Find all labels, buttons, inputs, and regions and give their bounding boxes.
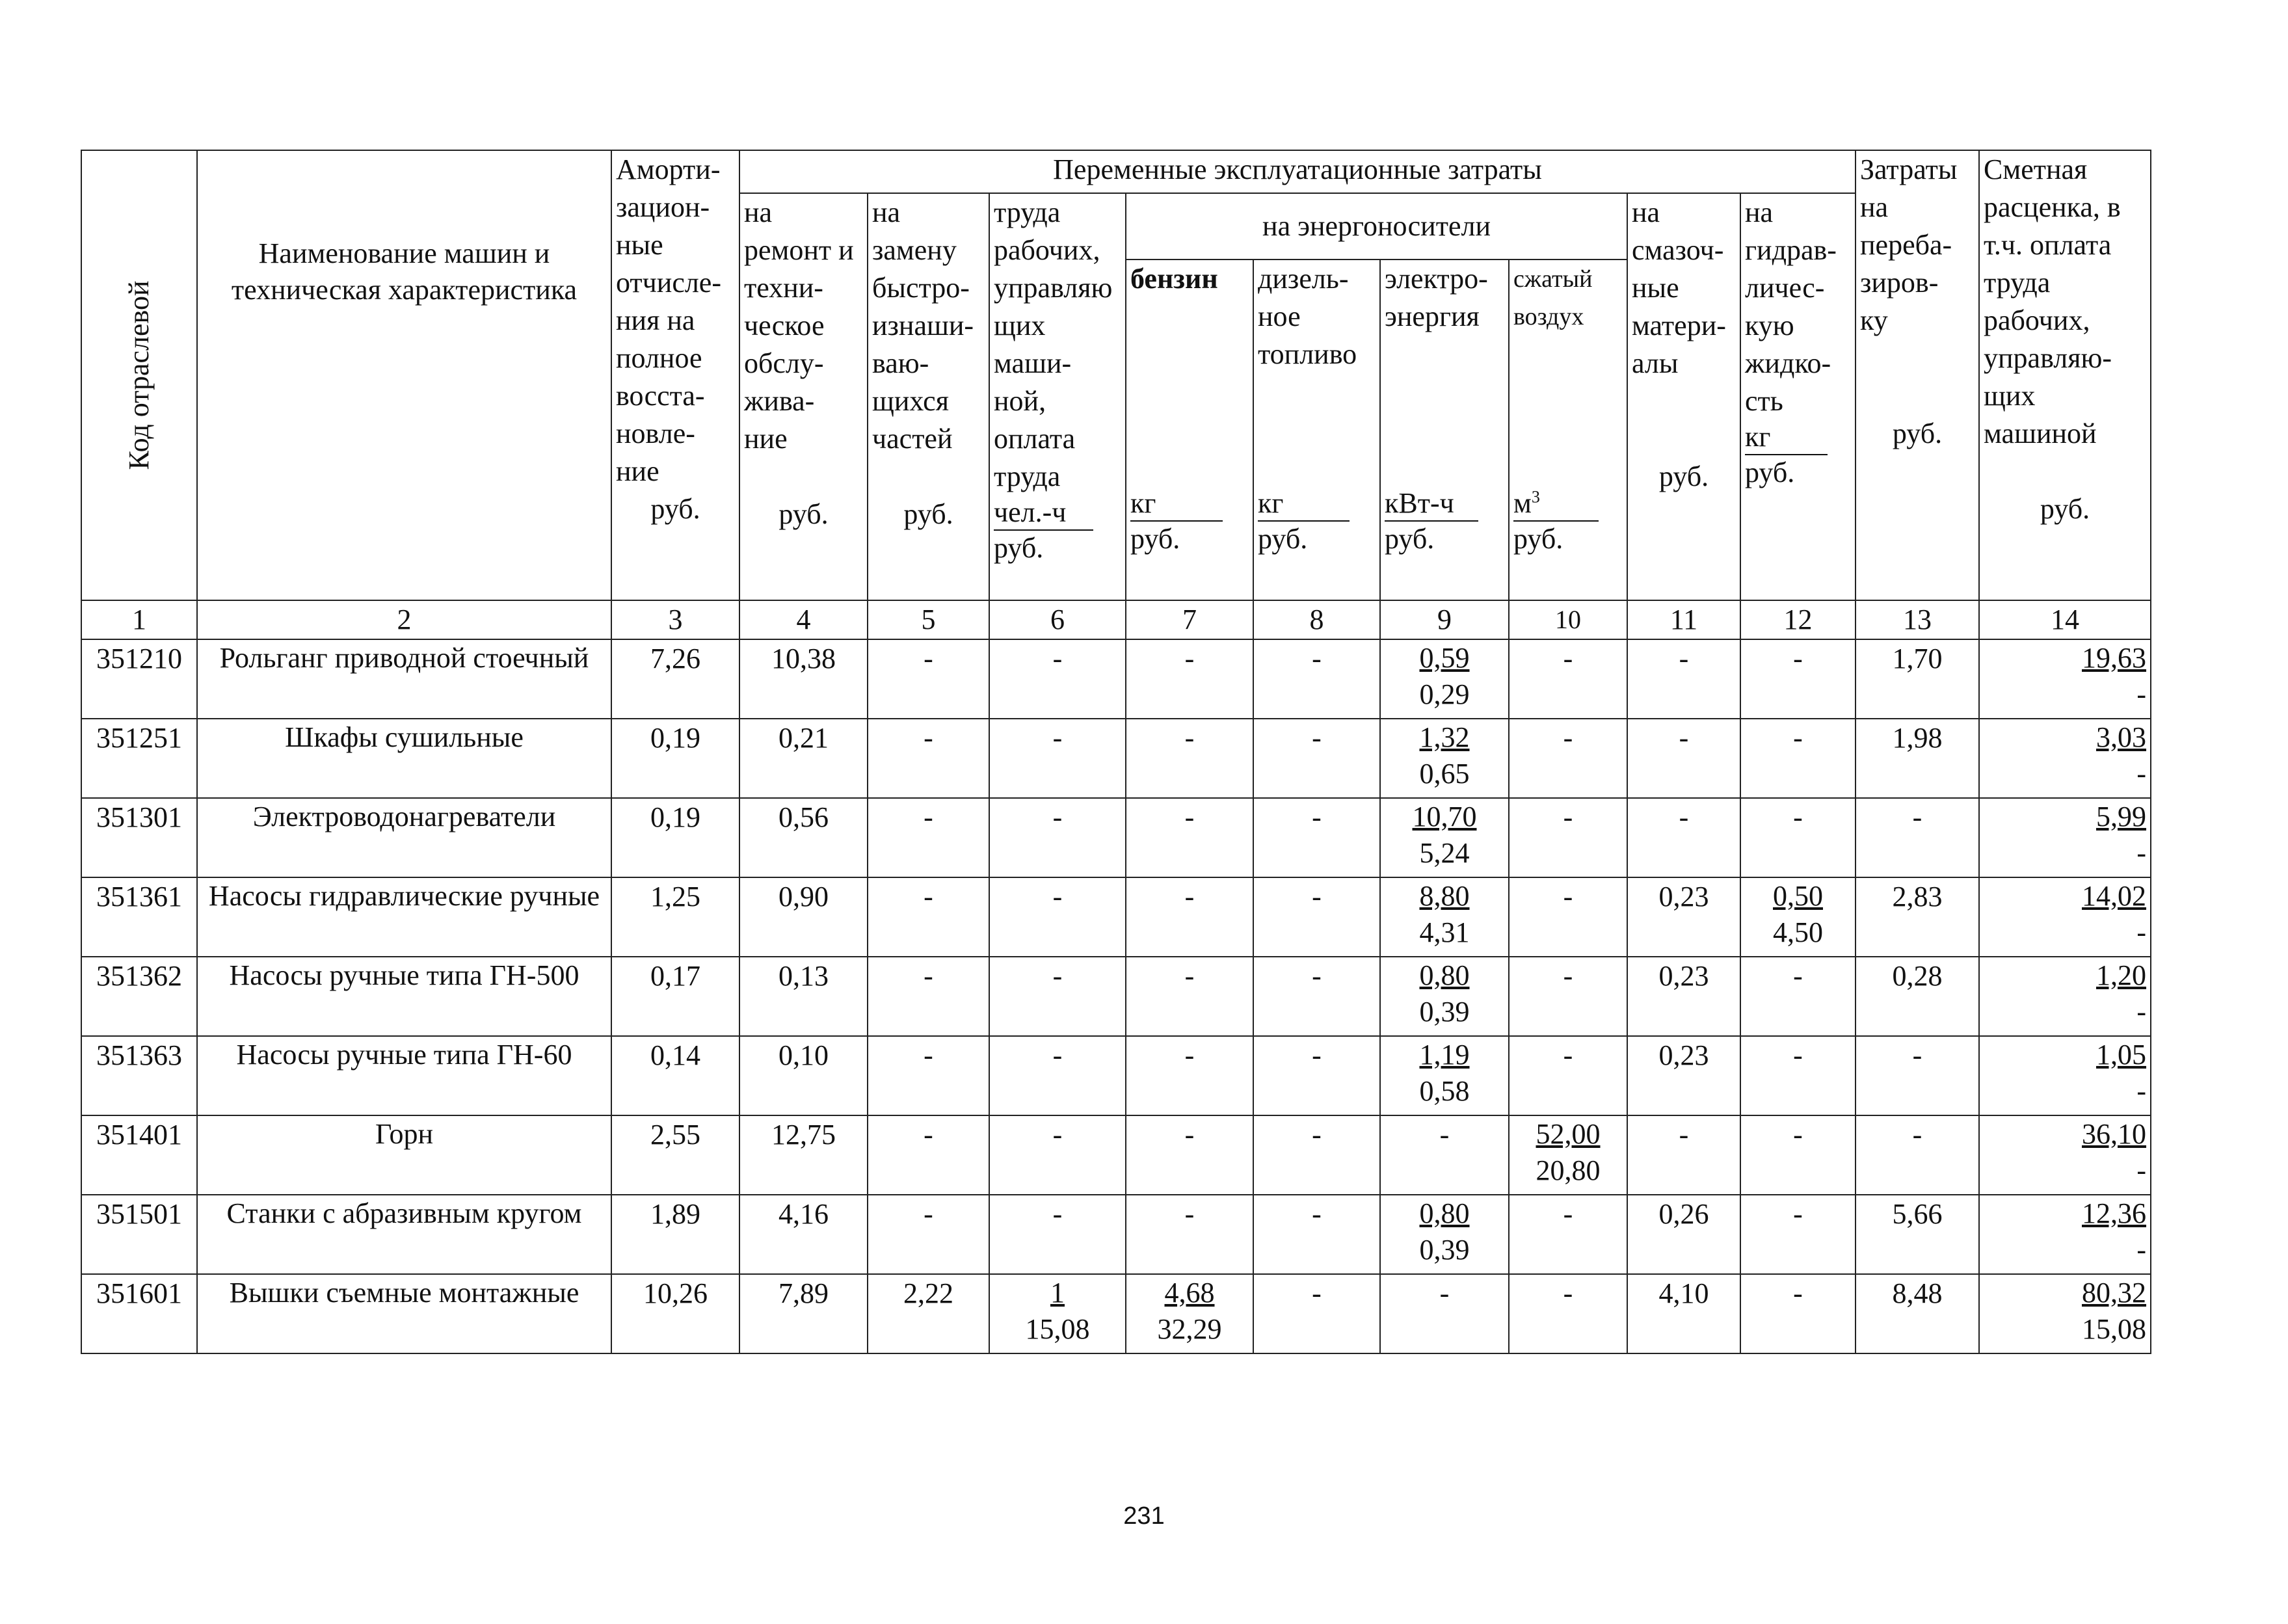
row-electric-bottom: 0,58 [1419, 1075, 1470, 1107]
row-electric-top: 8,80 [1419, 880, 1470, 912]
row-air: - [1509, 877, 1627, 957]
row-diesel: - [1253, 1036, 1380, 1115]
row-diesel: - [1253, 957, 1380, 1036]
table-row [81, 877, 2151, 957]
column-number: 8 [1253, 600, 1380, 639]
table-row [81, 1274, 2151, 1353]
header-line: ваю- [872, 347, 929, 379]
header-lube-lines [1632, 194, 1736, 382]
row-diesel: - [1253, 877, 1380, 957]
row-electric-top: 0,80 [1419, 959, 1470, 991]
header-line: матери- [1632, 310, 1726, 341]
header-amort-lines [616, 151, 735, 490]
row-code: 351361 [81, 877, 197, 957]
header-air-cell [1509, 260, 1627, 600]
row-transport: 1,98 [1856, 719, 1979, 798]
row-labor: - [989, 877, 1126, 957]
row-petrol: - [1126, 957, 1253, 1036]
row-labor-bottom: 15,08 [1025, 1313, 1090, 1345]
column-number: 2 [197, 600, 611, 639]
row-hydr: - [1740, 957, 1856, 1036]
header-amort-unit: руб. [650, 493, 700, 525]
row-electric: - [1380, 1115, 1509, 1195]
table-row [81, 719, 2151, 798]
row-estimate [1979, 639, 2151, 719]
row-estimate-bottom: - [2136, 1234, 2146, 1266]
row-air-bottom: 20,80 [1536, 1154, 1601, 1186]
row-electric-top: 1,19 [1419, 1039, 1470, 1071]
row-amort: 1,89 [611, 1195, 739, 1274]
header-estimate-unit: руб. [2040, 493, 2090, 525]
row-repair: 0,21 [739, 719, 868, 798]
row-name: Вышки съемные монтажные [197, 1274, 611, 1353]
row-estimate-bottom: - [2136, 1154, 2146, 1186]
row-petrol: - [1126, 639, 1253, 719]
row-name: Горн [197, 1115, 611, 1195]
header-hydr-lines [1745, 194, 1851, 420]
header-line: жидко- [1745, 347, 1831, 379]
header-line: ку [1860, 304, 1888, 336]
row-estimate-top: 19,63 [2082, 642, 2146, 674]
row-amort: 7,26 [611, 639, 739, 719]
row-transport: - [1856, 1115, 1979, 1195]
row-repair: 0,90 [739, 877, 868, 957]
row-estimate-top: 1,20 [2096, 959, 2146, 991]
header-replace-cell [868, 193, 989, 600]
row-hydr-bottom: 4,50 [1773, 916, 1823, 948]
row-diesel: - [1253, 719, 1380, 798]
row-estimate-bottom: 15,08 [2082, 1313, 2146, 1345]
row-electric-top: 0,59 [1419, 642, 1470, 674]
row-name: Станки с абразивным кругом [197, 1195, 611, 1274]
row-labor [989, 1274, 1126, 1353]
row-air-top: 52,00 [1536, 1118, 1601, 1150]
header-line: отчисле- [616, 267, 721, 299]
header-line: сть [1745, 385, 1783, 417]
row-code: 351251 [81, 719, 197, 798]
row-replace: - [868, 719, 989, 798]
row-estimate [1979, 1195, 2151, 1274]
header-line: труда [994, 196, 1061, 228]
row-petrol: - [1126, 719, 1253, 798]
row-repair: 0,13 [739, 957, 868, 1036]
row-electric-bottom: 5,24 [1419, 837, 1470, 869]
header-line: энергия [1385, 300, 1480, 332]
header-line: сжатый [1513, 265, 1593, 293]
header-line: т.ч. оплата [1984, 229, 2112, 261]
row-transport: - [1856, 1036, 1979, 1115]
header-line: на [1745, 196, 1774, 228]
header-line: изнаши- [872, 310, 974, 341]
row-estimate [1979, 1036, 2151, 1115]
row-diesel: - [1253, 798, 1380, 877]
header-line: расценка, в [1984, 191, 2121, 223]
row-lube: - [1627, 639, 1740, 719]
row-code: 351401 [81, 1115, 197, 1195]
row-labor: - [989, 1195, 1126, 1274]
header-line: оплата [994, 423, 1076, 455]
header-line: на [872, 196, 901, 228]
row-electric-bottom: 0,39 [1419, 996, 1470, 1028]
row-labor: - [989, 1115, 1126, 1195]
row-air: - [1509, 1195, 1627, 1274]
column-number: 4 [739, 600, 868, 639]
row-amort: 0,14 [611, 1036, 739, 1115]
header-line: ремонт и [744, 234, 854, 266]
row-petrol: - [1126, 1036, 1253, 1115]
row-transport: 5,66 [1856, 1195, 1979, 1274]
row-amort: 2,55 [611, 1115, 739, 1195]
header-repair-unit: руб. [778, 498, 829, 530]
header-estimate-cell [1979, 150, 2151, 600]
row-amort: 0,19 [611, 798, 739, 877]
header-line: щихся [872, 385, 949, 417]
row-repair: 0,10 [739, 1036, 868, 1115]
row-electric [1380, 1036, 1509, 1115]
row-hydr: - [1740, 1115, 1856, 1195]
row-replace: - [868, 957, 989, 1036]
header-line: гидрав- [1745, 234, 1837, 266]
header-repair-cell [739, 193, 868, 600]
row-transport: 0,28 [1856, 957, 1979, 1036]
header-electric-cell [1380, 260, 1509, 600]
row-lube: - [1627, 1115, 1740, 1195]
header-variable-costs-label: Переменные эксплуатационные затраты [1053, 153, 1542, 185]
row-hydr: - [1740, 1195, 1856, 1274]
row-replace: - [868, 1036, 989, 1115]
row-labor: - [989, 1036, 1126, 1115]
row-estimate-top: 3,03 [2096, 721, 2146, 753]
header-line: алы [1632, 347, 1679, 379]
row-amort: 0,19 [611, 719, 739, 798]
row-electric [1380, 798, 1509, 877]
header-line: топливо [1258, 338, 1357, 370]
column-number: 6 [989, 600, 1126, 639]
row-hydr: - [1740, 1036, 1856, 1115]
header-line: щих [994, 310, 1046, 341]
header-line: Затраты [1860, 153, 1958, 185]
row-estimate [1979, 719, 2151, 798]
header-line: на [744, 196, 773, 228]
row-hydr: - [1740, 798, 1856, 877]
header-replace-lines [872, 194, 985, 458]
row-estimate [1979, 1115, 2151, 1195]
header-line: личес- [1745, 272, 1825, 304]
machine-cost-table [81, 150, 2151, 1354]
table-row [81, 639, 2151, 719]
header-name-label: Наименование машин и техническая характеристика [231, 237, 578, 306]
row-hydr-top: 0,50 [1773, 880, 1823, 912]
row-diesel: - [1253, 639, 1380, 719]
row-estimate-top: 80,32 [2082, 1277, 2146, 1309]
header-line: полное [616, 342, 702, 374]
header-line: ние [616, 455, 659, 487]
row-diesel: - [1253, 1274, 1380, 1353]
header-transport-cell [1856, 150, 1979, 600]
row-repair: 4,16 [739, 1195, 868, 1274]
header-petrol-label: бензин [1130, 263, 1218, 295]
row-repair: 10,38 [739, 639, 868, 719]
row-electric-top: 10,70 [1412, 801, 1477, 832]
row-estimate-bottom: - [2136, 996, 2146, 1028]
row-electric [1380, 639, 1509, 719]
row-estimate [1979, 1274, 2151, 1353]
row-estimate-bottom: - [2136, 1075, 2146, 1107]
header-energy-label: на энергоносители [1262, 210, 1491, 242]
header-labor-lines [994, 194, 1121, 496]
table-row [81, 1195, 2151, 1274]
row-electric [1380, 877, 1509, 957]
row-name: Насосы гидравлические ручные [197, 877, 611, 957]
header-line: Аморти- [616, 153, 721, 185]
row-estimate-top: 1,05 [2096, 1039, 2146, 1071]
header-petrol-cell [1126, 260, 1253, 600]
header-line: ния на [616, 304, 695, 336]
header-energy-cell [1126, 193, 1627, 260]
header-line: машиной [1984, 418, 2097, 449]
row-estimate-bottom: - [2136, 758, 2146, 790]
header-line: труда [1984, 267, 2051, 299]
row-electric [1380, 1195, 1509, 1274]
row-replace: 2,22 [868, 1274, 989, 1353]
row-electric: - [1380, 1274, 1509, 1353]
column-number: 14 [1979, 600, 2151, 639]
row-electric [1380, 957, 1509, 1036]
row-lube: 0,23 [1627, 957, 1740, 1036]
row-air: - [1509, 798, 1627, 877]
page-number: 231 [1123, 1502, 1165, 1530]
row-electric-bottom: 4,31 [1419, 916, 1470, 948]
row-estimate-top: 14,02 [2082, 880, 2146, 912]
row-lube: - [1627, 719, 1740, 798]
row-estimate-top: 12,36 [2082, 1197, 2146, 1229]
row-hydr: - [1740, 639, 1856, 719]
row-petrol: - [1126, 1195, 1253, 1274]
header-line: воздух [1513, 303, 1584, 330]
row-petrol: - [1126, 877, 1253, 957]
row-name: Насосы ручные типа ГН-500 [197, 957, 611, 1036]
row-code: 351301 [81, 798, 197, 877]
header-diesel-cell [1253, 260, 1380, 600]
header-petrol-unit: кг руб. [1130, 486, 1249, 557]
header-line: новле- [616, 418, 695, 449]
row-air [1509, 1115, 1627, 1195]
column-number: 10 [1509, 600, 1627, 639]
row-electric-bottom: 0,29 [1419, 678, 1470, 710]
row-name: Рольганг приводной стоечный [197, 639, 611, 719]
header-air-unit: $м^3$ руб. [1513, 486, 1623, 557]
row-transport: 2,83 [1856, 877, 1979, 957]
column-number: 1 [81, 600, 197, 639]
header-air-lines [1513, 260, 1623, 336]
row-diesel: - [1253, 1115, 1380, 1195]
row-replace: - [868, 877, 989, 957]
column-number: 13 [1856, 600, 1979, 639]
header-code-cell [81, 150, 197, 600]
row-electric-top: 0,80 [1419, 1197, 1470, 1229]
row-estimate [1979, 877, 2151, 957]
row-labor: - [989, 798, 1126, 877]
row-amort: 10,26 [611, 1274, 739, 1353]
row-amort: 1,25 [611, 877, 739, 957]
header-line: ные [1632, 272, 1679, 304]
row-lube: 4,10 [1627, 1274, 1740, 1353]
table-row [81, 957, 2151, 1036]
row-estimate [1979, 798, 2151, 877]
header-repair-lines [744, 194, 863, 458]
row-petrol: - [1126, 1115, 1253, 1195]
row-name: Насосы ручные типа ГН-60 [197, 1036, 611, 1115]
header-line: на [1632, 196, 1660, 228]
row-air: - [1509, 639, 1627, 719]
header-line: техни- [744, 272, 823, 304]
row-lube: 0,23 [1627, 1036, 1740, 1115]
column-number: 7 [1126, 600, 1253, 639]
header-hydr-cell [1740, 193, 1856, 600]
row-lube: 0,23 [1627, 877, 1740, 957]
column-number: 11 [1627, 600, 1740, 639]
header-line: ние [744, 423, 788, 455]
header-line: труда [994, 460, 1061, 492]
header-line: ные [616, 229, 663, 261]
row-repair: 7,89 [739, 1274, 868, 1353]
row-labor: - [989, 719, 1126, 798]
row-amort: 0,17 [611, 957, 739, 1036]
row-hydr: - [1740, 1274, 1856, 1353]
header-line: маши- [994, 347, 1072, 379]
header-line: Сметная [1984, 153, 2088, 185]
row-estimate-top: 36,10 [2082, 1118, 2146, 1150]
row-code: 351501 [81, 1195, 197, 1274]
row-name: Электроводонагреватели [197, 798, 611, 877]
header-line: зиров- [1860, 267, 1939, 299]
row-electric-bottom: 0,39 [1419, 1234, 1470, 1266]
row-hydr: - [1740, 719, 1856, 798]
header-line: обслу- [744, 347, 824, 379]
header-amort-cell [611, 150, 739, 600]
row-lube: - [1627, 798, 1740, 877]
row-code: 351210 [81, 639, 197, 719]
header-line: щих [1984, 380, 2036, 412]
header-variable-costs [739, 150, 1856, 193]
table-row [81, 798, 2151, 877]
row-electric [1380, 719, 1509, 798]
row-repair: 0,56 [739, 798, 868, 877]
header-line: дизель- [1258, 263, 1349, 295]
header-line: рабочих, [994, 234, 1100, 266]
row-estimate-bottom: - [2136, 837, 2146, 869]
header-line: быстро- [872, 272, 970, 304]
header-line: переба- [1860, 229, 1952, 261]
table-row [81, 1036, 2151, 1115]
row-replace: - [868, 1195, 989, 1274]
row-estimate-bottom: - [2136, 678, 2146, 710]
header-line: управляю- [1984, 342, 2112, 374]
row-hydr [1740, 877, 1856, 957]
row-labor: - [989, 957, 1126, 1036]
header-replace-unit: руб. [903, 498, 953, 530]
row-lube: 0,26 [1627, 1195, 1740, 1274]
row-labor-top: 1 [1050, 1277, 1065, 1309]
header-diesel-unit: кг руб. [1258, 486, 1376, 557]
row-estimate-top: 5,99 [2096, 801, 2146, 832]
row-petrol [1126, 1274, 1253, 1353]
row-name: Шкафы сушильные [197, 719, 611, 798]
row-petrol-bottom: 32,29 [1157, 1313, 1222, 1345]
row-replace: - [868, 798, 989, 877]
header-line: смазоч- [1632, 234, 1724, 266]
row-petrol-top: 4,68 [1164, 1277, 1215, 1309]
row-air: - [1509, 957, 1627, 1036]
column-number: 9 [1380, 600, 1509, 639]
header-line: жива- [744, 385, 815, 417]
table-row [81, 1115, 2151, 1195]
header-line: ной, [994, 385, 1046, 417]
column-number: 3 [611, 600, 739, 639]
header-transport-lines [1860, 151, 1975, 339]
row-code: 351363 [81, 1036, 197, 1115]
column-number-row [81, 600, 2151, 639]
header-line: электро- [1385, 263, 1488, 295]
row-transport: 1,70 [1856, 639, 1979, 719]
header-labor-cell [989, 193, 1126, 600]
header-lube-unit: руб. [1658, 460, 1709, 492]
column-number: 12 [1740, 600, 1856, 639]
header-transport-unit: руб. [1892, 418, 1943, 449]
header-line: частей [872, 423, 953, 455]
header-line: на [1860, 191, 1889, 223]
column-number: 5 [868, 600, 989, 639]
header-electric-lines [1385, 260, 1504, 336]
header-line: кую [1745, 310, 1794, 341]
row-labor: - [989, 639, 1126, 719]
header-lube-cell [1627, 193, 1740, 600]
header-code-label: Код отраслевой [123, 280, 155, 470]
row-code: 351601 [81, 1274, 197, 1353]
header-hydr-unit: кг руб. [1745, 420, 1851, 490]
row-transport: - [1856, 798, 1979, 877]
header-line: восста- [616, 380, 705, 412]
row-electric-top: 1,32 [1419, 721, 1470, 753]
row-code: 351362 [81, 957, 197, 1036]
header-line: ное [1258, 300, 1301, 332]
row-electric-bottom: 0,65 [1419, 758, 1470, 790]
header-line: рабочих, [1984, 304, 2090, 336]
row-replace: - [868, 639, 989, 719]
header-estimate-lines [1984, 151, 2146, 453]
header-line: зацион- [616, 191, 710, 223]
row-air: - [1509, 1274, 1627, 1353]
row-replace: - [868, 1115, 989, 1195]
header-electric-unit: кВт-ч руб. [1385, 486, 1504, 557]
row-petrol: - [1126, 798, 1253, 877]
row-estimate [1979, 957, 2151, 1036]
header-diesel-lines [1258, 260, 1376, 373]
row-estimate-bottom: - [2136, 916, 2146, 948]
row-transport: 8,48 [1856, 1274, 1979, 1353]
header-line: управляю [994, 272, 1113, 304]
row-air: - [1509, 1036, 1627, 1115]
row-diesel: - [1253, 1195, 1380, 1274]
header-labor-unit: чел.-ч руб. [994, 496, 1121, 566]
row-air: - [1509, 719, 1627, 798]
row-repair: 12,75 [739, 1115, 868, 1195]
header-line: замену [872, 234, 957, 266]
header-line: ческое [744, 310, 825, 341]
header-name-cell [197, 150, 611, 600]
